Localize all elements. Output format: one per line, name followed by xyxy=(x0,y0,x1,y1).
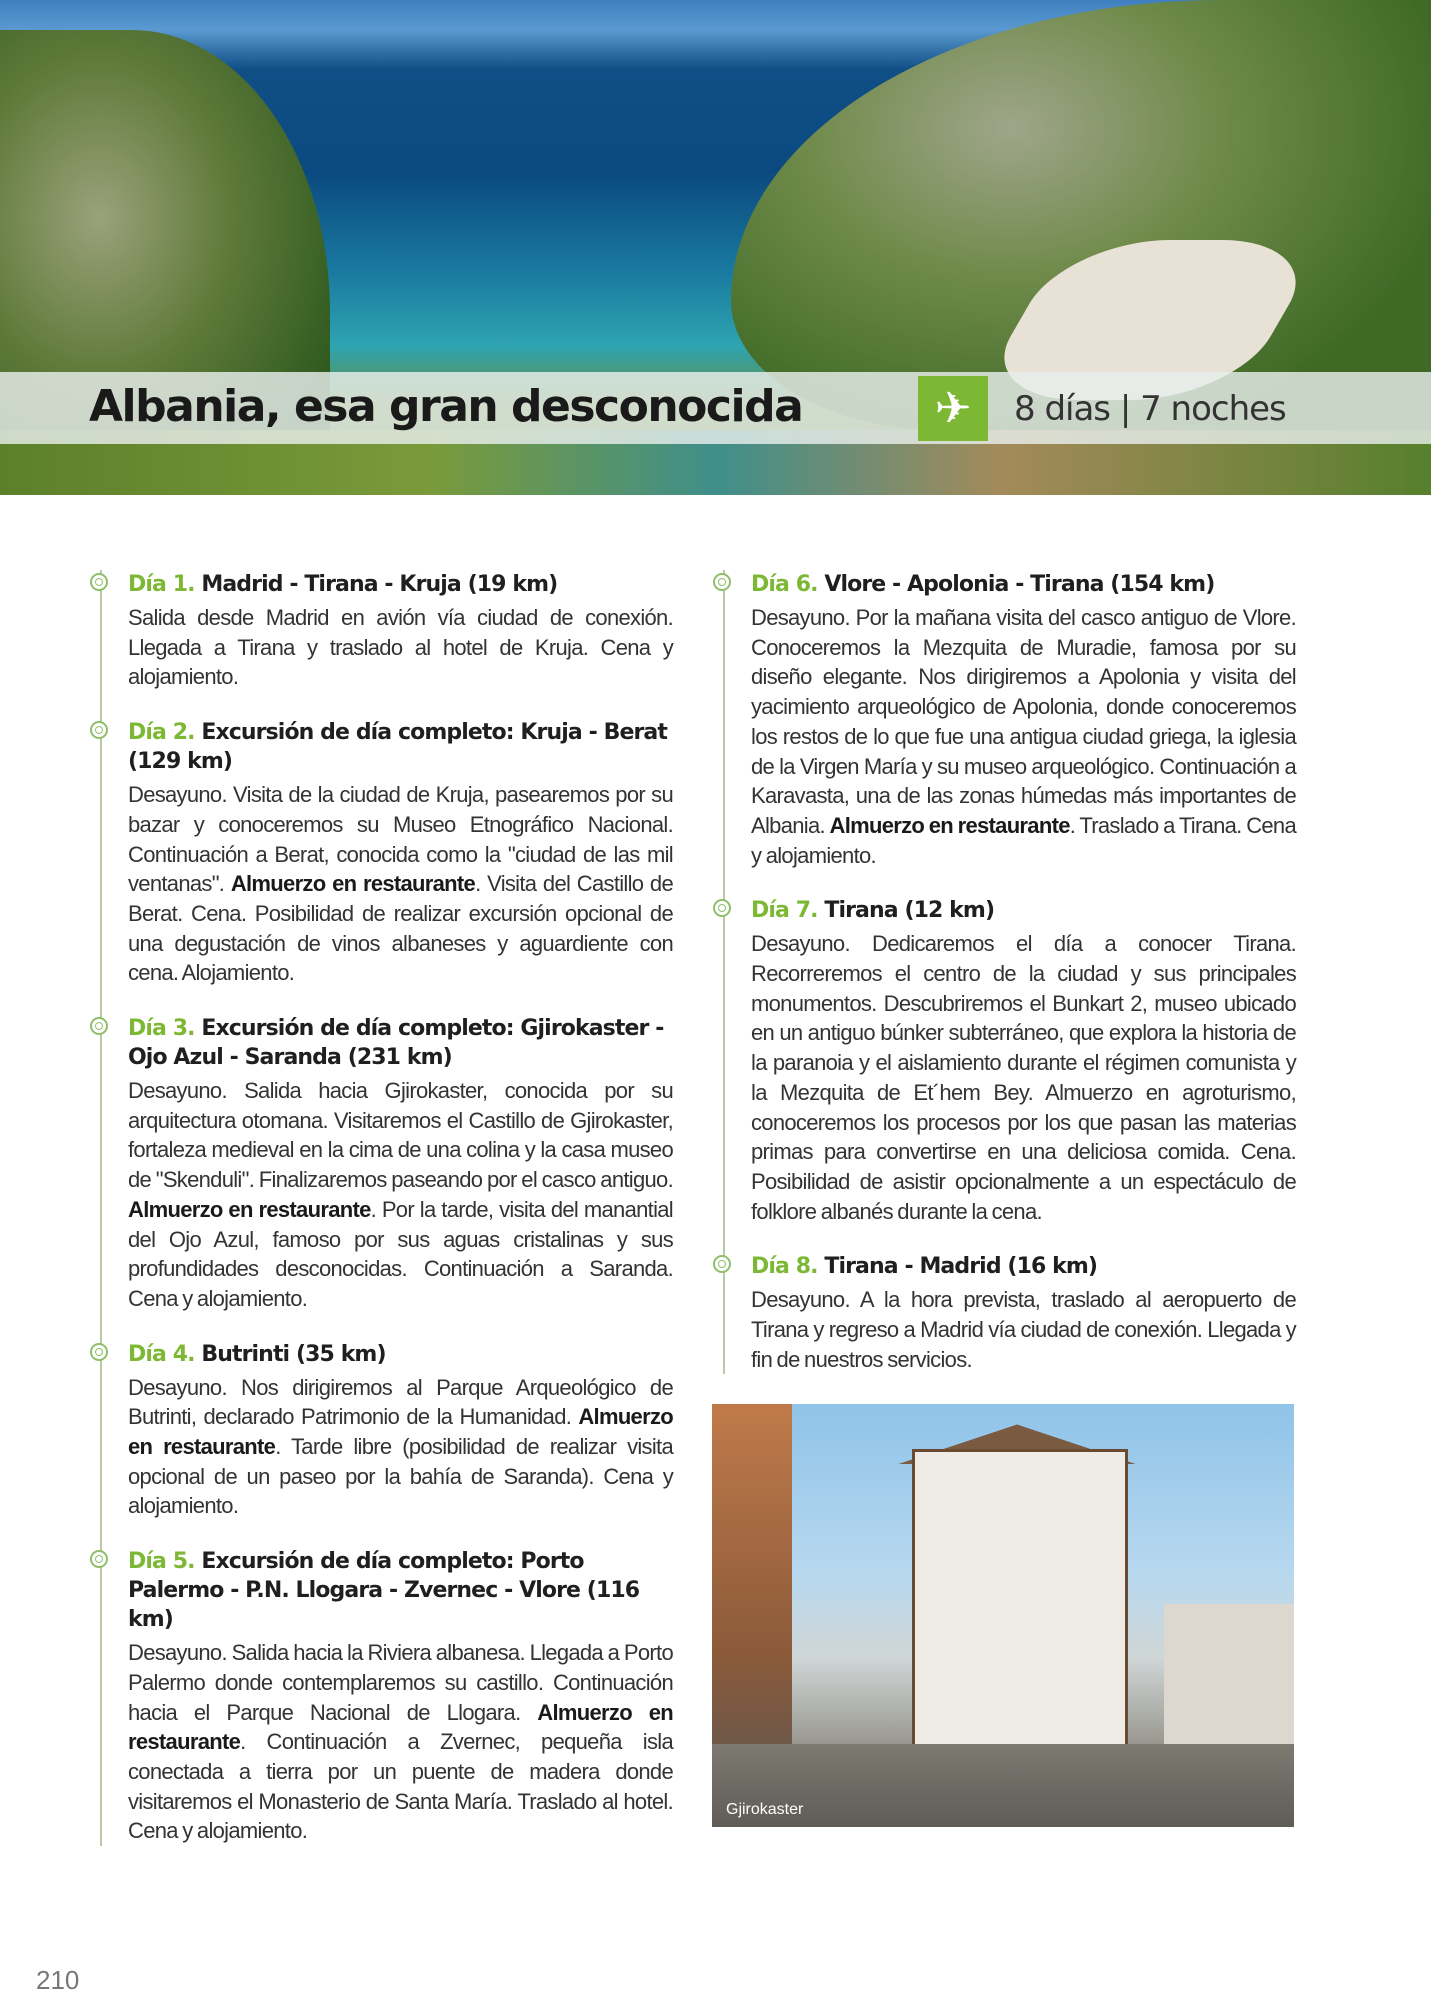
day-title: Excursión de día completo: Porto Palermo - P.N. Llogara - Zvernec - Vlore (116 km) xyxy=(128,1549,640,1633)
highlight-text: Almuerzo en restaurante xyxy=(128,1404,673,1460)
timeline-marker-icon xyxy=(713,573,731,591)
itinerary-right-column xyxy=(723,570,1298,1827)
timeline-marker-icon xyxy=(90,1550,108,1568)
timeline-marker-icon xyxy=(713,1255,731,1273)
description-text: . Continuación a Zvernec, pequeña isla conectada a tierra por un puente de madera donde visitaremos el Monasterio de Santa María. Traslado al hotel. Cena y alojamiento. xyxy=(128,1729,673,1844)
plane-icon: ✈ xyxy=(918,376,988,441)
timeline xyxy=(723,570,1298,1374)
day-description xyxy=(751,1285,1296,1374)
description-text: Desayuno. Dedicaremos el día a conocer Tirana. Recorreremos el centro de la ciudad y sus principales monumentos. Descubriremos el Bunkart 2, museo ubicado en un antiguo búnker subterráneo, que explora la historia de la paranoia y el aislamiento durante el régimen comunista y la Mezquita de Et´hem Bey. Almuerzo en agroturismo, conoceremos los procesos por los que pasan las materias primas para convertirse en una deliciosa comida. Cena. Posibilidad de asistir opcionalmente a un espectáculo de folklore albanés durante la cena. xyxy=(751,931,1296,1224)
description-text: . Visita del Castillo de Berat. Cena. Posibilidad de realizar excursión opcional de una degustación de vinos albaneses y aguardiente con cena. Alojamiento. xyxy=(128,871,674,986)
day-description xyxy=(751,603,1296,870)
ottoman-house xyxy=(912,1449,1128,1785)
trip-duration: 8 días | 7 noches xyxy=(1014,389,1286,429)
description-text: Desayuno. Visita de la ciudad de Kruja, pasearemos por su bazar y conoceremos su Museo Etnográfico Nacional. Continuación a Berat, conocida como la "ciudad de las mil ventanas". xyxy=(128,782,673,897)
day-number: Día 8. xyxy=(751,1254,818,1280)
itinerary-day xyxy=(751,896,1296,1226)
highlight-text: Almuerzo en restaurante xyxy=(230,871,476,897)
day-heading xyxy=(751,570,1296,599)
day-heading xyxy=(128,718,673,776)
timeline-marker-icon xyxy=(90,1343,108,1361)
day-heading xyxy=(751,1252,1296,1281)
day-number: Día 1. xyxy=(128,572,195,597)
itinerary-day xyxy=(128,570,673,692)
itinerary-day xyxy=(128,1014,673,1314)
highlight-text: Almuerzo en restaurante xyxy=(128,1699,673,1755)
day-title: Vlore - Apolonia - Tirana (154 km) xyxy=(824,572,1215,597)
day-number: Día 5. xyxy=(128,1549,195,1575)
highlight-text: Almuerzo en restaurante xyxy=(128,1196,371,1222)
photo-caption: Gjirokaster xyxy=(726,1801,804,1819)
timeline-marker-icon xyxy=(90,721,108,739)
description-text: Desayuno. Salida hacia Gjirokaster, conocida por su arquitectura otomana. Visitaremos el Castillo de Gjirokaster, fortaleza medieval en la cima de una colina y la casa museo de "Skenduli". Finalizaremos paseando por el casco antiguo. xyxy=(128,1078,673,1193)
itinerary-day xyxy=(751,1252,1296,1374)
day-description xyxy=(751,929,1296,1226)
timeline xyxy=(100,570,675,1846)
timeline-marker-icon xyxy=(90,1017,108,1035)
description-text: . Tarde libre (posibilidad de realizar visita opcional de un paseo por la bahía de Saranda). Cena y alojamiento. xyxy=(128,1434,673,1519)
day-title: Excursión de día completo: Kruja - Berat (129 km) xyxy=(128,720,667,775)
page-number: 210 xyxy=(36,1965,80,1995)
description-text: Desayuno. Salida hacia la Riviera albanesa. Llegada a Porto Palermo donde contemplaremos su castillo. Continuación hacia el Parque Nacional de Llogara. xyxy=(128,1640,673,1725)
day-description xyxy=(128,603,673,692)
itinerary-day xyxy=(128,718,673,988)
timeline-marker-icon xyxy=(90,573,108,591)
day-number: Día 3. xyxy=(128,1016,195,1042)
day-number: Día 4. xyxy=(128,1341,195,1367)
day-heading xyxy=(128,1340,673,1369)
description-text: Desayuno. A la hora prevista, traslado al aeropuerto de Tirana y regreso a Madrid vía ciudad de conexión. Llegada y fin de nuestros servicios. xyxy=(751,1287,1296,1372)
day-description xyxy=(128,1373,673,1522)
day-heading xyxy=(128,1014,673,1072)
itinerary-day xyxy=(128,1340,673,1522)
itinerary-day xyxy=(128,1547,673,1846)
description-text: Salida desde Madrid en avión vía ciudad de conexión. Llegada a Tirana y traslado al hotel de Kruja. Cena y alojamiento. xyxy=(128,605,673,690)
day-title: Tirana (12 km) xyxy=(824,898,995,924)
day-heading xyxy=(751,896,1296,925)
day-number: Día 6. xyxy=(751,572,818,597)
day-description xyxy=(128,780,673,988)
day-title: Butrinti (35 km) xyxy=(201,1341,386,1367)
timeline-marker-icon xyxy=(713,899,731,917)
day-description xyxy=(128,1076,673,1314)
day-description xyxy=(128,1638,673,1846)
description-text: Desayuno. Nos dirigiremos al Parque Arqueológico de Butrinti, declarado Patrimonio de la Humanidad. xyxy=(128,1374,673,1430)
description-text: . Traslado a Tirana. Cena y alojamiento. xyxy=(751,812,1296,868)
day-title: Madrid - Tirana - Kruja (19 km) xyxy=(201,572,558,597)
gjirokaster-photo xyxy=(712,1404,1294,1827)
itinerary-left-column xyxy=(100,570,675,1872)
page-title: Albania, esa gran desconocida xyxy=(89,381,803,432)
day-heading xyxy=(128,570,673,599)
day-heading xyxy=(128,1547,673,1634)
timeline-line xyxy=(100,570,102,1846)
day-title: Tirana - Madrid (16 km) xyxy=(824,1254,1098,1280)
description-text: . Por la tarde, visita del manantial del Ojo Azul, famoso por sus aguas cristalinas y sus profundidades desconocidas. Continuación a Saranda. Cena y alojamiento. xyxy=(128,1196,673,1311)
itinerary-day xyxy=(751,570,1296,870)
day-title: Excursión de día completo: Gjirokaster - Ojo Azul - Saranda (231 km) xyxy=(128,1016,664,1071)
day-number: Día 7. xyxy=(751,898,818,924)
day-number: Día 2. xyxy=(128,720,195,746)
timeline-line xyxy=(723,570,725,1374)
description-text: Desayuno. Por la mañana visita del casco antiguo de Vlore. Conoceremos la Mezquita de Muradie, famosa por su diseño elegante. Nos dirigiremos a Apolonia y visita del yacimiento arqueológico de Apolonia, donde conoceremos los restos de lo que fue una antigua ciudad griega, la iglesia de la Virgen María y su museo arqueológico. Continuación a Karavasta, una de las zonas húmedas más importantes de Albania. xyxy=(751,605,1296,838)
highlight-text: Almuerzo en restaurante xyxy=(829,812,1070,838)
